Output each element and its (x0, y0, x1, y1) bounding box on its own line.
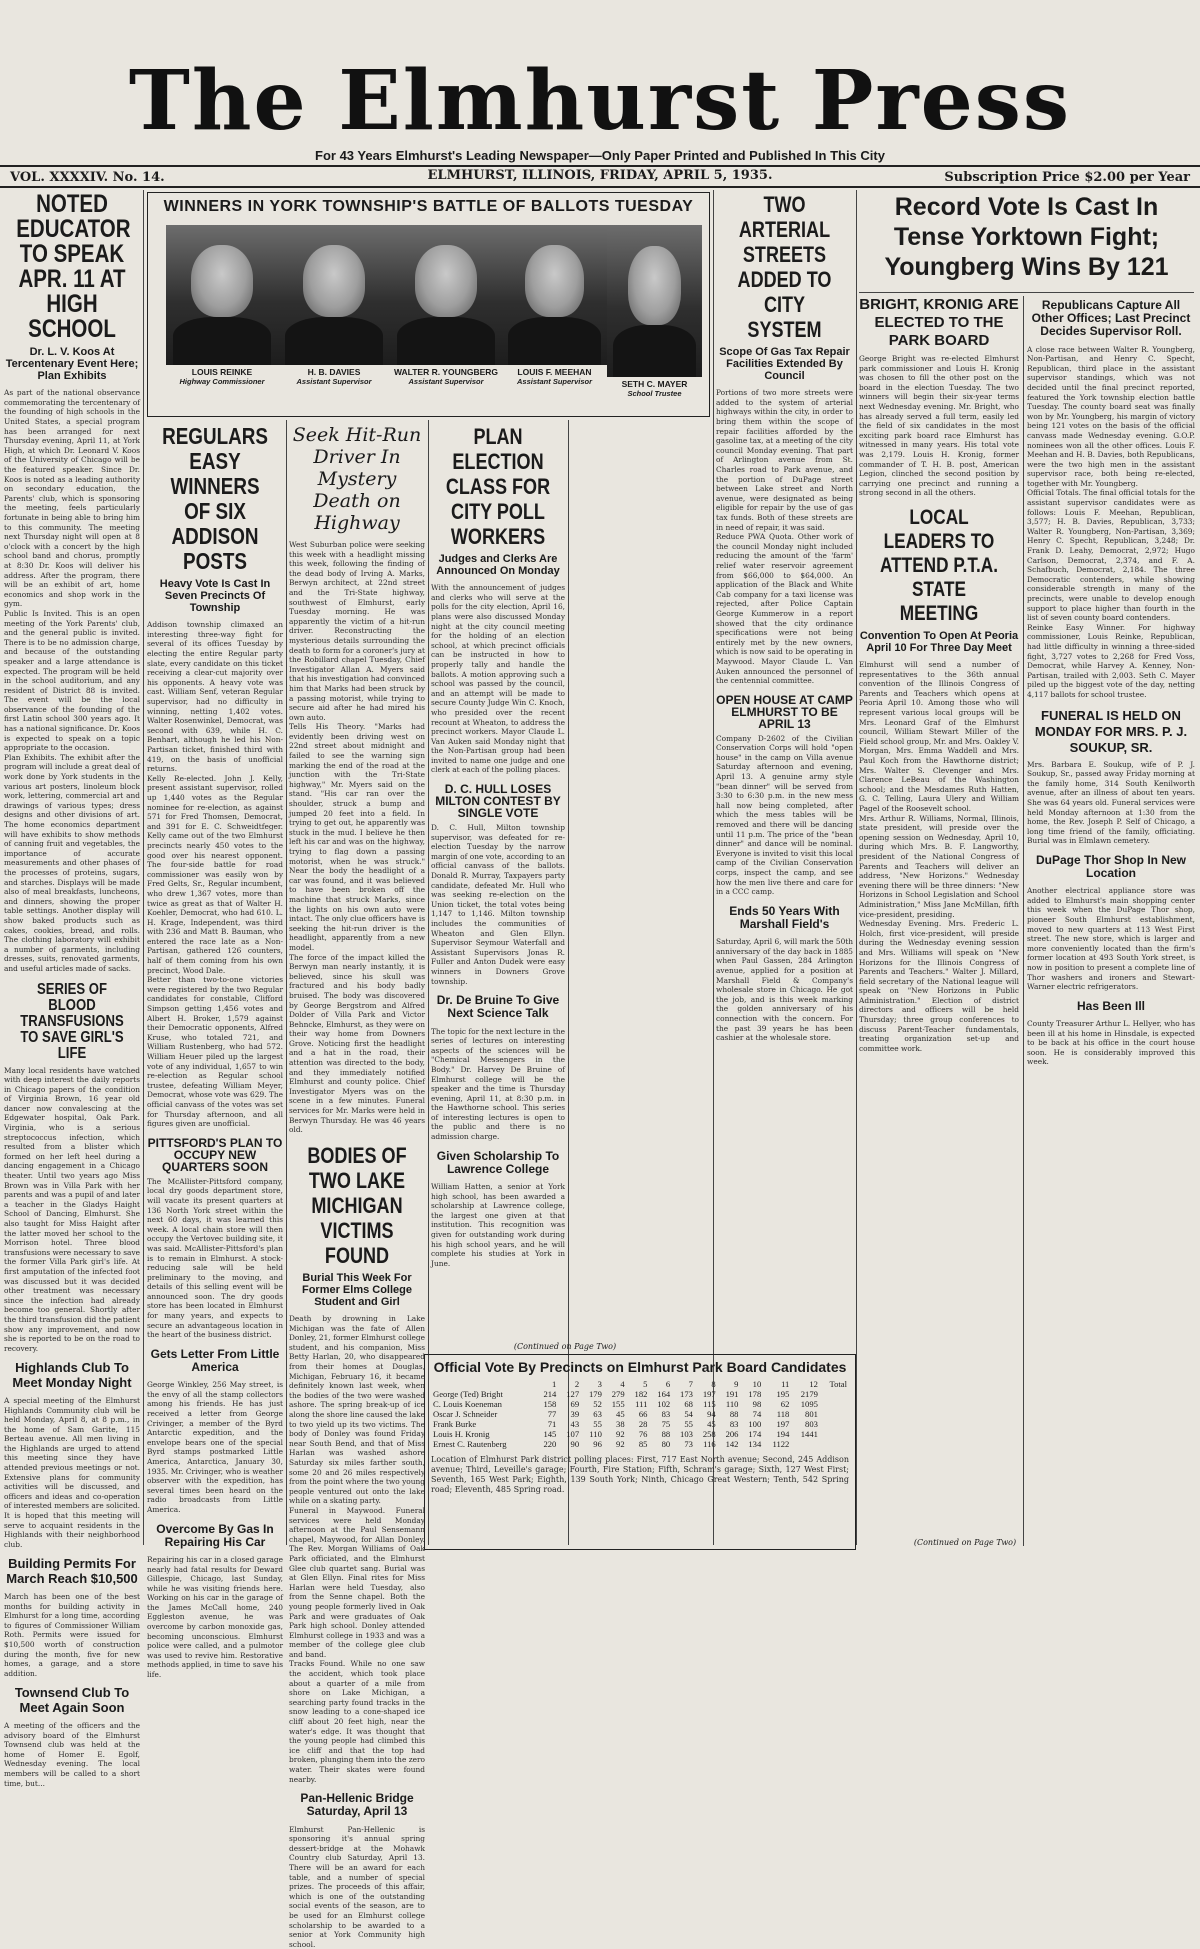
article-text: Elmhurst will send a number of representatives to the 36th annual convention of the Illinois Congress of Parents and Teachers which opens at Peoria April 10. Among those who will represent various local groups will be Mrs. Leonard Graf of the Elmhurst council, William Stewart Miller of the Field school group, Mr. and Mrs. Oakley V. Morgan, Mrs. Emma Waddell and Mrs. Paul Koch from the Hawthorne district; Mrs. Walter S. Clevenger and Mrs. Clarence LeBeau of the Washington school; and the Mesdames Ruth Hatten, G. C. Telling, Laura Ulery and William Pagel of the Roosevelt school. (859, 660, 1019, 813)
article-text: Portions of two more streets were added to the system of arterial highways within the city, in order to bring them within the scope of repair facilities afforded by the gasoline tax, at a meeting of the city council Monday evening. That part of Arlington avenue from St. Charles road to Park avenue, and the portion of DuPage street between Lake street and North avenue, were designated as being eligible for repair by the use of gas tax funds. Both of these streets are in need of repair, it was said. (716, 388, 853, 532)
vote-cell: 76 (638, 1429, 648, 1439)
official-vote-table (431, 1379, 849, 1449)
candidate-name: Frank Burke (433, 1419, 477, 1429)
candidate-name: Ernest C. Rautenberg (433, 1439, 507, 1449)
article-text: Plan Exhibits. The exhibit after the program will include a great deal of work done by York students in the various art posters, linoleum block work, lettering, commercial art and drawings of various types; dress designs and other divisions of art. The home economics department will have exhibits to show methods of canning fruit and vegetables, the importance of accurate measurements and other phases of the processes of proteins, sugars, and starches. Displays will be made also of meal breakfasts, luncheons, and dinners, showing the proper table settings. Another display will show baked products such as cakes, cookies, bread, and rolls. The clothing laboratory will exhibit a number of garments, including dresses, suits, renovated garments, and useful articles made of sacks. (4, 752, 140, 973)
article-text: Funeral in Maywood. Funeral services were held Monday afternoon at the Paul Sensemann chapel, Maywood, for Allan Donley. The Rev. Morgan Williams of Oak Park officiated, and the Elmhurst Glee club quartet sang. Burial was at Glen Ellyn. Final rites for Miss Harlan were held Tuesday, also from the Senne chapel. Both the young people formerly lived in Oak Park and were graduates of Oak Park high school. Donley attended Elmhurst college in 1933 and was a member of the college glee club and band. (289, 1505, 425, 1659)
vote-cell: 1441 (800, 1429, 818, 1439)
candidate-name: Oscar J. Schneider (433, 1409, 498, 1419)
headline-regulars-easy-winners: REGULARS EASY WINNERS OF SIX ADDISON POSTS (162, 423, 268, 574)
vote-cell: 74 (752, 1409, 762, 1419)
article-text: William Hatten, a senior at York high school, has been awarded a scholarship at Lawrence college, the largest one given at that institution. This recognition was given for outstanding work during his high school years, and he will complete his studies at York in June. (431, 1182, 565, 1268)
polling-places-note: Location of Elmhurst Park district polling places: First, 717 East North avenue; Second, 245 Addison avenue; Third, Leveille's garage; Fourth, Fire Station; Fifth, Schram's garage; Sixth, 127 West First; Seventh, 165 West Park; Eighth, 139 South York; Ninth, Chicago Great Western; Tenth, 542 Spring road; Eleventh, 485 Spring road. (431, 1455, 849, 1494)
article-text: Company D-2602 of the Civilian Conservation Corps will hold "open house" in the camp on Villa avenue Saturday afternoon and evening, April 13. A genuine army style "bean dinner" will be served from 3:30 to 6:30 p.m. in the new mess hall now being completed, after which the mess tables will be removed and there will be dancing until 11 p.m. The price of the "bean dinner" and dance will be nominal. Everyone is invited to visit this local camp of the Civilian Conservation corps, inspect the camp, and see how the men live there and care for in a CCC camp. (716, 733, 853, 897)
headline-plan-election-class: PLAN ELECTION CLASS FOR CITY POLL WORKERS (445, 424, 551, 549)
vote-cell: 116 (703, 1439, 716, 1449)
table-header-cell: 8 (711, 1379, 716, 1389)
article-text: With the announcement of judges and clerks who will serve at the polls for the city election, April 16, plans were also discussed Monday night at the city council meeting for the holding of an election school, at which precinct officials can be instructed in how to properly tally and handle the ballots. A motion approving such a school was passed by the council, and an attempt will be made to secure County Judge Win C. Knoch, who presided over the recent recount at Wheaton, to address the precinct workers. Mayor Claude L. Van Auken said Monday night that the Non-Partisan group had been invited to name one judge and one clerk at each of the polling places. (431, 583, 565, 775)
vote-cell: 92 (616, 1439, 625, 1449)
article-text: A special meeting of the Elmhurst Highlands Community club will be held Monday, April 8, at 8 p.m., in the home of Sam Garite, 115 Berteau avenue. All men living in the Highlands are urged to attend this meeting since they have attended previous meetings or not. Extensive plans for community activities will be discussed, and officers and ideas and co-operation of interested members are solicited. It is hoped that this meeting will serve to acquaint residents in the Highlands with their neighborhood club. (4, 1395, 140, 1549)
column-divider (713, 190, 714, 1545)
table-row (431, 1429, 849, 1439)
vote-cell: 191 (725, 1389, 739, 1399)
headline-local-leaders: LOCAL LEADERS TO ATTEND P.T.A. STATE MEETING (879, 505, 999, 625)
vote-cell: 45 (616, 1409, 625, 1419)
headline-townsend-club: Townsend Club To Meet Again Soon (14, 1685, 130, 1715)
article-text: Reduce PWA Quota. Other work of the council Monday night included reducing the amount of the 'farm' relief water reservoir agreement from $66,000 to $64,000. An application of the Black and White Cab company for a taxi license was rejected, after Police Captain George Kummerow in a report showed that the city ordinance specifications were not being entirely met by the new owners, which is now said to be operating in Maywood. Mayor Claude L. Van Auken announced the personnel of the centennial committee. (716, 532, 853, 686)
vote-cell: 206 (725, 1429, 739, 1439)
vote-cell: 80 (661, 1439, 671, 1449)
table-header-cell: 6 (665, 1379, 671, 1389)
article-text: March has been one of the best months for building activity in Elmhurst for a long time, according to figures of Commissioner William Roth. Permits were issued for $10,500 worth of construction during the month, five for new homes, a garage, and a store addition. (4, 1592, 140, 1678)
vote-cell: 90 (570, 1439, 580, 1449)
vote-cell: 145 (543, 1429, 557, 1439)
article-text: West Suburban police were seeking this week with a headlight missing this week, following the finding of the dead body of Irving A. Marks, Berwyn architect, at 22nd street and the Tri-State highway, southwest of Elmhurst, early Tuesday morning. He was apparently the victim of a hit-run driver. Reconstructing the mysterious details surrounding the death to form for a coroner's jury at the Robillard chapel Tuesday, Chief Investigator Allan A. Myers said that his investigation had convinced him that Marks had been struck by a passing motorist, while trying to secure aid after he had mired his own auto. (289, 540, 425, 722)
vote-cell: 100 (748, 1419, 762, 1429)
record-vote-headline-block (859, 192, 1194, 292)
headline-hit-run-driver: Seek Hit-Run Driver In Mystery Death on Highway (292, 424, 422, 534)
vote-cell: 45 (707, 1419, 716, 1429)
vote-cell: 28 (638, 1419, 648, 1429)
article-text: Another electrical appliance store was added to Elmhurst's main shopping center this week when the DuPage Thor shop, pioneer South Elmhurst establishment, moved to new quarters at 113 West First street. The new store, which is larger and more conveniently located than the firm's former location at 493 South York street, is now in position to present a complete line of Thor washers and ironers and Stewart-Warner electric refrigerators. (1027, 886, 1195, 992)
vote-cell: 801 (805, 1409, 818, 1419)
photo-walter-youngberg (390, 225, 502, 365)
vote-cell: 88 (661, 1429, 671, 1439)
article-text: County Treasurer Arthur L. Hellyer, who has been ill at his home in Hinsdale, is expected to be back at his office in the court house soon. He is considerably improved this week. (1027, 1018, 1195, 1067)
vote-cell: 803 (805, 1419, 818, 1429)
vote-cell: 96 (593, 1439, 602, 1449)
vote-cell: 155 (611, 1399, 625, 1409)
column-divider (1023, 296, 1024, 1546)
caption-walter-youngberg: WALTER R. YOUNGBERG Assistant Supervisor (393, 367, 499, 386)
headline-camp-elmhurst: OPEN HOUSE AT CAMP ELMHURST TO BE APRIL 13 (716, 692, 853, 731)
vote-cell: 2179 (800, 1389, 818, 1399)
column-7 (1027, 296, 1195, 1546)
article-text: Death by drowning in Lake Michigan was the fate of Allen Donley, 21, former Elmhurst college student, and his companion, Miss Betty Harlan, 20, who disappeared from their homes at Douglas, Michigan, February 16, it became definitely known last week, when the bodies of the two were washed ashore. The spring break-up of ice along the shore line caused the lake to two yield up its two victims. The body of Donley was found Friday near South Bend, and that of Miss Harlan was washed ashore Saturday six miles farther south, some 20 and 26 miles respectively from the point where the two young people ventured out onto the lake while on a skating party. (289, 1314, 425, 1506)
article-text: George Bright was re-elected Elmhurst park commissioner and Louis H. Kronig was chosen to fill the other post on the board in the election Tuesday. The two winners will begin their six-year terms next Wednesday evening. Mr. Bright, who has already served a full term, easily led the field of six candidates in the most exciting park board race Elmhurst has witnessed in many years. His total vote was 2,179. Louis H. Kronig, former commander of T. H. B. post, American Legion, clinched the second position by carrying one precinct and running a strong second in all the others. (859, 354, 1019, 498)
headline-highlands-club: Highlands Club To Meet Monday Night (12, 1360, 132, 1390)
vote-cell: 173 (680, 1389, 693, 1399)
vote-cell: 43 (570, 1419, 580, 1429)
article-text: D. C. Hull, Milton township supervisor, was defeated for re-election Tuesday by the narrow margin of one vote, according to an official canvass of the ballots. Donald R. Murray, Taxpayers party candidate, defeated Mr. Hull who was seeking re-election on the Union ticket, the total votes being 1,147 to 1,146. Milton township includes the communities of Wheaton and Glen Ellyn. Supervisor Seymour Waterfall and Assistant Supervisors Jonas R. Fuller and Anton Dudek were easy winners in Downers Grove township. (431, 823, 565, 986)
article-text: A meeting of the officers and the advisory board of the Elmhurst Townsend club was held at the home of Homer E. Egolf, Wednesday evening. The local members will be called to a short time, but... (4, 1720, 140, 1788)
vote-cell: 71 (547, 1419, 557, 1429)
vote-cell: 54 (684, 1409, 693, 1419)
vote-cell: 103 (680, 1429, 693, 1439)
photo-louis-meehan (502, 225, 607, 365)
table-row (431, 1399, 849, 1409)
table-header-cell: 5 (643, 1379, 648, 1389)
headline-marshall-fields: Ends 50 Years With Marshall Field's (729, 903, 840, 931)
column-3 (289, 424, 425, 1949)
vote-cell: 115 (703, 1399, 716, 1409)
headline-pittsfords-plan: PITTSFORD'S PLAN TO OCCUPY NEW QUARTERS SOON (147, 1135, 283, 1174)
vote-cell: 68 (684, 1399, 693, 1409)
vote-cell: 220 (543, 1439, 557, 1449)
article-text: A close race between Walter R. Youngberg, Non-Partisan, and Henry C. Specht, Republican, third place in the assistant supervisor standings, which was not decided until the final precinct reported, featured the York township election battle Tuesday. The county board seat was finally won by Mr. Youngberg, his margin of victory being 121 votes on the basis of the official canvass made Wednesday evening. G.O.P. nominees won all the other offices. Louis F. Meehan and H. B. Davies, both Republicans, were the two high men in the assistant supervisor race, both being re-elected, together with Mr. Youngberg. (1027, 344, 1195, 488)
vote-cell: 158 (543, 1399, 557, 1409)
column-6 (859, 296, 1019, 1546)
vote-cell: 39 (570, 1409, 580, 1419)
vote-cell (791, 1439, 820, 1449)
candidate-name: Louis H. Kronig (433, 1429, 490, 1439)
photo-louis-reinke (166, 225, 278, 365)
vote-cell: 195 (776, 1389, 790, 1399)
vote-cell: 92 (616, 1429, 625, 1439)
article-text: George Winkley, 256 May street, is the envy of all the stamp collectors among his friends. He has just received a letter from George Crivinger, a member of the Byrd Antarctic expedition, and the envelope bears one of the special Byrd stamps postmarked Little America, Antarctica, January 30, 1935. Mr. Crivinger, who is weather observer with the expedition, has several times been heard on the radio broadcasts from Little America. (147, 1380, 283, 1514)
vote-cell: 69 (570, 1399, 580, 1409)
vote-cell: 178 (748, 1389, 762, 1399)
column-divider (286, 420, 287, 1545)
table-header-cell: 11 (781, 1379, 790, 1389)
article-text: Public Is Invited. This is an open meeting of the York Parents' club, and the general public is invited. There is to be no admission charge, and because of the outstanding speaker and a large attendance is expected. The program will be held in the school auditorium, and any resident of District 88 is invited. The event will be the local observance of the founding of the first Latin school 300 years ago. It has a national significance. Dr. Koos is expected to speak on a topic appropriate to the occasion. (4, 608, 140, 753)
article-text: The topic for the next lecture in the series of lectures on interesting aspects of the sciences will be "Chemical Messengers in the Body." Dr. Harvey De Bruine of Elmhurst college will be the speaker and the time is Thursday evening, April 11, at 8:30 p.m. in the Hawthorne school. This series of interesting lectures is open to the public and there is no admission charge. (431, 1026, 565, 1142)
vote-cell: 83 (661, 1409, 671, 1419)
subhead-judges-clerks: Judges and Clerks Are Announced On Monday (436, 553, 560, 578)
headline-pan-hellenic-bridge: Pan-Hellenic Bridge Saturday, April 13 (300, 1791, 414, 1819)
masthead-rule-top (0, 165, 1200, 167)
vote-cell: 164 (657, 1389, 671, 1399)
article-text: Saturday, April 6, will mark the 50th anniversary of the day back in 1885 when Paul Gassen, 284 Arlington avenue, applied for a position at Marshall Field & Company's wholesale store in Chicago. He got the job, and is this week marking the golden anniversary of his connection with the concern. For the past 39 years he has been cashier at the wholesale store. (716, 937, 853, 1043)
table-header-cell: 3 (597, 1379, 602, 1389)
caption-seth-mayer: SETH C. MAYER School Trustee (621, 379, 688, 398)
headline-little-america: Gets Letter From Little America (150, 1346, 280, 1375)
subhead-heavy-vote: Heavy Vote Is Cast In Seven Precincts Of Township (159, 578, 271, 615)
masthead-title: The Elmhurst Press (128, 53, 1072, 149)
official-vote-title: Official Vote By Precincts on Elmhurst Park Board Candidates (433, 1359, 847, 1375)
article-text: As part of the national observance commemorating the tercentenary of the founding of high schools in the United States, a special program has been arranged for next Thursday evening, April 11, at York High, at which Dr. Leonard V. Koos of the University of Chicago will be the featured speaker. Since Dr. Koos is noted as a leading authority on secondary education, the Parents' club, which is sponsoring the meeting, feels particularly fortunate in being able to bring him to this community. The meeting next Thursday night will open at 8 o'clock with a concert by the high school band and chorus, promptly at 8:30 Dr. Koos will deliver his address. After the program, there will be an exhibit of art, home economics and shop work in the gym. (4, 388, 140, 609)
vote-cell: 63 (593, 1409, 602, 1419)
headline-has-been-ill: Has Been Ill (1076, 998, 1146, 1013)
table-header-row (431, 1379, 849, 1389)
table-header-cell: 4 (620, 1379, 625, 1389)
article-text: Official Totals. The final official totals for the assistant supervisor candidates were as follows: Louis F. Meehan, Republican, 3,577; H. B. Davies, Republican, 3,733; Walter R. Youngberg, Non-Partisan, 3,369; Henry C. Specht, Republican, 3,248; Dr. Frank D. Leahy, Democrat, 2,972; Hugo Carlson, Democrat, 2,374, and F. A. Schafbuch, Democrat, 2,184. The three Democratic contenders, while showing considerable strength in many of the precincts, were unable to develop enough support to place higher than fourth in the list of seven county board contenders. (1027, 488, 1195, 623)
headline-soukup-funeral: FUNERAL IS HELD ON MONDAY FOR MRS. P. J. SOUKUP, SR. (1034, 707, 1188, 755)
candidate-name: George (Ted) Bright (433, 1389, 503, 1399)
vote-cell: 182 (634, 1389, 648, 1399)
vote-cell: 194 (776, 1429, 790, 1439)
article-text: Mrs. Arthur R. Williams, Normal, Illinois, state president, will preside over the opening session on Wednesday, April 10, during which Mrs. B. F. Langworthy, president of the National Congress of Parents and Teachers will deliver an address, "New Horizons." Wednesday evening there will be three dinners: "New Horizons in School Legislation and School Administration," Miss Jane McMillan, fifth vice-president, presiding. (859, 813, 1019, 919)
vote-cell: 73 (684, 1439, 693, 1449)
headline-bright-kronig: BRIGHT, KRONIG ARE ELECTED TO THE PARK BOARD (859, 296, 1019, 349)
headline-blood-transfusions: SERIES OF BLOOD TRANSFUSIONS TO SAVE GIRL'S LIFE (20, 980, 124, 1062)
subhead-koos: Dr. L. V. Koos At Tercentenary Event Here; Plan Exhibits (5, 346, 139, 383)
continued-note: (Continued on Page Two) (913, 1538, 1017, 1547)
vote-cell: 83 (729, 1419, 739, 1429)
masthead-tagline: For 43 Years Elmhurst's Leading Newspaper—Only Paper Printed and Published In This City (315, 148, 885, 163)
column-divider (143, 190, 144, 1545)
vote-cell: 214 (543, 1389, 557, 1399)
subhead-republicans: Republicans Capture All Other Offices; Last Precinct Decides Supervisor Roll. (1031, 298, 1191, 339)
table-header-cell: 1 (552, 1379, 557, 1389)
banner-title: WINNERS IN YORK TOWNSHIP'S BATTLE OF BALLOTS TUESDAY (163, 198, 694, 215)
candidate-name: C. Louis Koeneman (433, 1399, 502, 1409)
table-row (431, 1419, 849, 1429)
article-text: Elmhurst Pan-Hellenic is sponsoring it's annual spring dessert-bridge at the Mohawk Country club Saturday, April 13. There will be an award for each table, and a number of special prizes. The proceeds of this affair, which is one of the outstanding social events of the season, are to be used for an Elmhurst college scholarship to be awarded to a senior at York Community high school. (289, 1824, 425, 1949)
vote-cell: 197 (776, 1419, 790, 1429)
vote-cell: 111 (635, 1399, 648, 1409)
headline-lake-michigan-victims: BODIES OF TWO LAKE MICHIGAN VICTIMS FOUND (307, 1142, 407, 1268)
volume-number: VOL. XXXXIV. No. 14. (10, 170, 165, 185)
headline-arterial-streets: TWO ARTERIAL STREETS ADDED TO CITY SYSTEM (737, 192, 832, 342)
table-header-cell: 12 (809, 1379, 818, 1389)
subhead-convention: Convention To Open At Peoria April 10 For Three Day Meet (859, 629, 1019, 654)
vote-cell: 98 (752, 1399, 762, 1409)
table-header-cell: 10 (752, 1379, 762, 1389)
vote-cell: 142 (725, 1439, 739, 1449)
table-row (431, 1409, 849, 1419)
article-text: Better than two-to-one victories were registered by the two Regular candidates for constable, Clifford Simpson getting 1,456 votes and Albert H. Broker, 1,579 against their Democratic opponents, Alfred Kruse, who totaled 721, and William Rustenberg, who had 572. William Heuer piled up the largest vote of any individual, 1,657 to win re-election as Regular school trustee, defeating William Meyer, Democrat, whose vote was 629. The official canvass of the votes was set for Thursday afternoon, and all figures given are unofficial. (147, 975, 283, 1129)
vote-cell: 107 (566, 1429, 580, 1439)
vote-cell: 77 (547, 1409, 557, 1419)
article-text: Reinke Easy Winner. For highway commissioner, Louis Reinke, Republican, had little difficulty in winning a three-sided fight, 3,727 votes to 2,268 for Fred Voss, Democrat, while Harvey A. Kenney, Non-Partisan, trailed with 2,003. Seth C. Mayer piled up the biggest vote of the day, netting 4,117 ballots for school trustee. (1027, 622, 1195, 699)
vote-cell: 102 (657, 1399, 671, 1409)
vote-cell: 55 (684, 1419, 693, 1429)
caption-louis-meehan: LOUIS F. MEEHAN Assistant Supervisor (516, 367, 593, 386)
vote-cell: 62 (780, 1399, 790, 1409)
table-header-cell: Total (829, 1379, 847, 1389)
vote-cell: 1095 (800, 1399, 818, 1409)
vote-cell: 52 (593, 1399, 602, 1409)
photo-banner (147, 192, 710, 417)
headline-record-vote: Record Vote Is Cast In Tense Yorktown Fight; Youngberg Wins By 121 (884, 193, 1169, 281)
vote-cell: 55 (593, 1419, 602, 1429)
subhead-gas-tax: Scope Of Gas Tax Repair Facilities Extended By Council (719, 346, 850, 383)
continued-note: (Continued on Page Two) (513, 1342, 617, 1351)
article-text: Kelly Re-elected. John J. Kelly, present assistant supervisor, rolled up 1,440 votes as the Regular nominee for re-election, as against 571 for Fred Thomsen, Democrat, and 391 for E. C. Schweidtfeger. Kelly came out of the two Elmhurst precincts nearly 450 votes to the good over his nearest opponent. The four-side battle for road commissioner was easily won by Fred Gelts, Sr., Regular incumbent, who drew 1,367 votes, more than twice as great as that of Walter H. Koehler, Democrat, who had 610. L. H. Krage, Independent, was third with 236 and Matt B. Bauman, who entered the race late as a Non-Partisan, gathered 126 counters, half of them coming from his own precinct, Wood Dale. (147, 773, 283, 975)
vote-cell: 85 (638, 1439, 648, 1449)
vote-cell: 75 (661, 1419, 671, 1429)
headline-scholarship: Given Scholarship To Lawrence College (436, 1148, 560, 1176)
photo-seth-mayer (607, 225, 702, 377)
vote-cell: 174 (748, 1429, 762, 1439)
vote-cell: 134 (748, 1439, 762, 1449)
vote-cell: 197 (702, 1389, 716, 1399)
headline-hull-loses: D. C. HULL LOSES MILTON CONTEST BY SINGLE VOTE (435, 782, 561, 821)
table-row (431, 1439, 849, 1449)
subhead-burial: Burial This Week For Former Elms College Student and Girl (301, 1271, 413, 1308)
vote-cell: 38 (616, 1419, 625, 1429)
headline-noted-educator: NOTED EDUCATOR TO SPEAK APR. 11 AT HIGH SCHOOL (16, 190, 131, 343)
headline-thor-shop: DuPage Thor Shop In New Location (1035, 852, 1186, 881)
column-2 (147, 423, 283, 1680)
subscription-price: Subscription Price $2.00 per Year (944, 170, 1190, 185)
article-text: Repairing his car in a closed garage nearly had fatal results for Deward Gillespie, Chicago, last Sunday, while he was visiting friends here. Working on his car in the garage of the James McCall home, 240 Eggleston avenue, he was overcome by carbon monoxide gas, becoming unconscious. Elmhurst police were called, and a pulmotor was used to revive him. Restorative methods applied, in time to save his life. (147, 1554, 283, 1680)
article-text: Addison township climaxed an interesting three-way fight for several of its offices Tuesday by electing the entire Regular party slate, every candidate on this ticket receiving a clear-cut majority over his opponents. A heavy vote was cast. William Senf, veteran Regular supervisor, had no difficulty in winning, netting 1,402 votes. Walter Rosenwinkel, Democrat, was second with 639, while H. C. Benhart, although he led his Non-Partisan ticket, finished third with 419, on the basis of unofficial returns. (147, 620, 283, 774)
headline-overcome-by-gas: Overcome By Gas In Repairing His Car (156, 1521, 274, 1549)
headline-de-bruine: Dr. De Bruine To Give Next Science Talk (436, 993, 560, 1021)
vote-cell: 179 (588, 1389, 602, 1399)
headline-building-permits: Building Permits For March Reach $10,500 (6, 1556, 138, 1586)
vote-cell: 1122 (772, 1439, 790, 1449)
article-text: Wednesday Evening. Mrs. Frederic L. Holch, first vice-president, will preside during the Wednesday evening session and Mrs. Williams will speak on "New Horizons for the Illinois Congress of Parents and Teachers." Walter J. Millard, field secretary of the National league will speak on "New Horizons in Public Administration." Election of district directors and officers will be held Thursday; three group conferences to discuss Parent-Teacher fundamentals, treating organization set-up and committee work. (859, 919, 1019, 1053)
vote-cell: 88 (729, 1409, 739, 1419)
table-header-cell: 7 (688, 1379, 693, 1389)
article-text: Tells His Theory. "Marks had evidently been driving west on 22nd street about midnight and failed to see the warning sign marking the end of the road at the junction with the Tri-State highway," Mr. Myers said on the stand. "His car ran over the shoulder, struck a bump and jumped 20 feet into a field. In trying to get out, he apparently was stuck in the mud. I believe he then left his car and was on the highway, trying to flag down a passing motorist, when he was struck." Near the body the headlight of a car was found, and it was believed to have been broken off the machine that struck Marks, since the lights on his own auto were intact. The only clue officers have is seeking the hit-run driver is the headlight, apparently from a new model. (289, 722, 425, 952)
vote-cell: 94 (707, 1409, 716, 1419)
vote-cell: 110 (725, 1399, 739, 1409)
column-divider (856, 190, 857, 1545)
column-5 (716, 192, 853, 1342)
vote-cell: 118 (776, 1409, 790, 1419)
vote-cell: 66 (638, 1409, 648, 1419)
section-rule (859, 292, 1194, 293)
table-header-cell: 9 (734, 1379, 739, 1389)
column-1 (4, 190, 140, 1788)
article-text: Tracks Found. While no one saw the accident, which took place about a quarter of a mile from shore on Lake Michigan, a searching party found tracks in the snow leading to a cone-shaped ice cliff about 20 feet high, near the water's edge. It was thought that the young people had climbed this ice cliff and that the top had broken, plunging them into the zero water. Their skates were found nearby. (289, 1659, 425, 1784)
vote-cell: 258 (702, 1429, 716, 1439)
table-row (431, 1389, 849, 1399)
vote-cell: 110 (589, 1429, 602, 1439)
article-text: The McAllister-Pittsford company, local dry goods department store, will vacate its present quarters at 136 North York street within the next 60 days, it was learned this week. A local chain store will then occupy the Vertovec building site, it was said. McAllister-Pittsford's plan is to remain in Elmhurst. A stock-reducing sale will be held preliminary to the moving, and details of this selling event will be announced soon. The dry goods store has been located in Elmhurst for many years, and expects to secure an advantageous location in the heart of the business district. (147, 1176, 283, 1340)
article-text: The force of the impact killed the Berwyn man nearly instantly, it is believed, since his skull was fractured and his body badly bruised. The body was discovered by George Bergstrom and Alfred Dolder of Villa Park and Victor Behncke, Elmhurst, as they were on their way home from Downers Grove. Noticing first the headlight and a hat in the road, their attention was directed to the body, and they immediately notified Elmhurst and county police. Chief Investigator Myers was on the scene in a few minutes. Funeral services for Mr. Marks were held in Berwyn Thursday. He was 46 years old. (289, 952, 425, 1135)
masthead-rule-bottom (0, 186, 1200, 188)
table-header-cell: 2 (574, 1379, 580, 1389)
caption-h-b-davies: H. B. DAVIES Assistant Supervisor (296, 367, 372, 386)
photo-h-b-davies (278, 225, 390, 365)
vote-cell: 279 (611, 1389, 625, 1399)
vote-cell: 127 (566, 1389, 580, 1399)
official-vote-table-box (424, 1354, 856, 1550)
caption-louis-reinke: LOUIS REINKE Highway Commissioner (179, 367, 265, 386)
article-text: Many local residents have watched with deep interest the daily reports in Chicago papers of the condition of Virginia Brown, 16 year old dancer now convalescing at the Edgewater hospital, Oak Park. Virginia, who is a serious streptococcus infection, which resulted from a blister which formed on her left heel during a dancing engagement in a Chicago theater. Until two years ago Miss Brown was in Villa Park with her parents and was a pupil of and later a teacher in the Gladys Haight School of Dancing, Elmhurst. She also taught for Miss Haight after the latter moved her school to the Morrison hotel. Three blood transfusions were necessary to save the former Villa Park girl's life. At first amputation of the infected foot was discussed but it was decided other treatment was necessary since the infection had already become too general. Shortly after the third transfusion did the patient show any improvement, and now she is reported to be on the road to recovery. (4, 1065, 140, 1353)
dateline: ELMHURST, ILLINOIS, FRIDAY, APRIL 5, 1935. (427, 168, 773, 183)
article-text: Mrs. Barbara E. Soukup, wife of P. J. Soukup, Sr., passed away Friday morning at the family home, 314 South Kenilworth avenue, after an illness of about ten years. She was 64 years old. Funeral services were held Monday afternoon at 1:30 from the home, the Rev. Joseph P. Self of Chicago, a long time friend of the family, officiating. Burial was in Elmlawn cemetery. (1027, 759, 1195, 846)
